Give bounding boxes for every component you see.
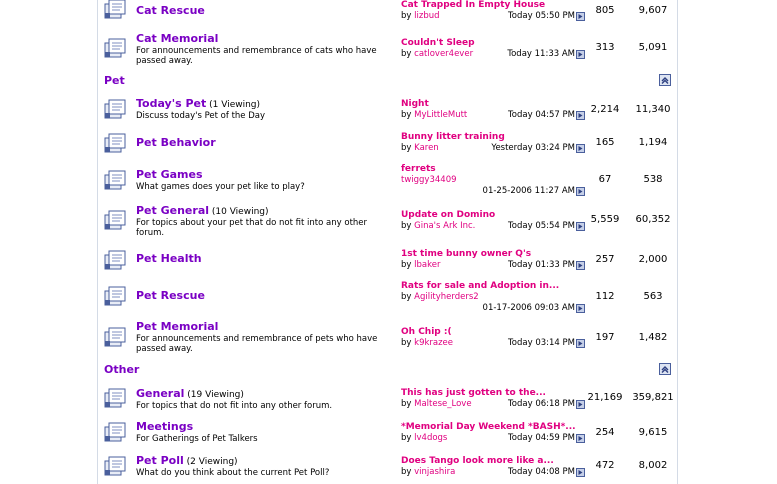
forum-row-cat-memorial xyxy=(98,32,677,68)
last-post-title[interactable]: ferrets xyxy=(401,164,436,174)
by-label: by xyxy=(401,338,412,348)
last-post-author[interactable]: Karen xyxy=(414,143,439,153)
viewing-count: (2 Viewing) xyxy=(186,457,238,467)
last-post-time: Today 04:57 PM xyxy=(508,110,575,120)
forum-description: For announcements and remembrance of cats who have passed away. xyxy=(136,46,377,66)
last-post-author[interactable]: lbaker xyxy=(414,260,441,270)
last-post-author[interactable]: MyLittleMutt xyxy=(414,110,468,120)
thread-count: 165 xyxy=(595,137,615,148)
forum-description: For announcements and remembrance of pets who have passed away. xyxy=(136,334,378,354)
forum-table xyxy=(97,0,678,484)
viewing-count: (1 Viewing) xyxy=(209,100,261,110)
post-count: 1,194 xyxy=(638,137,668,148)
last-post-author[interactable]: twiggy34409 xyxy=(401,175,457,185)
last-post-title[interactable]: Cat Trapped In Empty House xyxy=(401,0,546,10)
by-label: by xyxy=(401,143,412,153)
forum-icon xyxy=(103,455,127,477)
viewing-count: (10 Viewing) xyxy=(211,207,269,217)
forum-icon xyxy=(103,421,127,443)
last-post-author[interactable]: catlover4ever xyxy=(414,49,474,59)
go-to-last-post-icon[interactable] xyxy=(576,187,585,196)
last-post-time: Today 04:59 PM xyxy=(508,433,575,443)
forum-row-meetings xyxy=(98,419,677,447)
forum-title[interactable]: Pet General xyxy=(136,204,210,217)
thread-count: 805 xyxy=(595,5,615,16)
post-count: 2,000 xyxy=(638,254,668,265)
forum-row-pet-behavior xyxy=(98,130,677,158)
post-count: 8,002 xyxy=(638,460,668,471)
thread-count: 21,169 xyxy=(587,392,623,403)
forum-icon xyxy=(103,37,127,59)
last-post-author[interactable]: lv4dogs xyxy=(414,433,448,443)
post-count: 11,340 xyxy=(635,104,671,115)
last-post-title[interactable]: *Memorial Day Weekend *BASH*... xyxy=(401,422,576,432)
forum-row-general xyxy=(98,385,677,415)
last-post-time: 01-17-2006 09:03 AM xyxy=(482,303,575,313)
forum-title[interactable]: Pet Games xyxy=(136,168,203,181)
by-label: by xyxy=(401,11,412,21)
by-label: by xyxy=(401,292,412,302)
forum-title[interactable]: Today's Pet xyxy=(136,97,207,110)
post-count: 563 xyxy=(643,291,663,302)
thread-count: 254 xyxy=(595,427,615,438)
viewing-count: (19 Viewing) xyxy=(187,390,244,400)
last-post-title[interactable]: Oh Chip :( xyxy=(401,327,452,337)
forum-row-pet-memorial xyxy=(98,320,677,356)
forum-row-pet-general xyxy=(98,204,677,240)
forum-icon xyxy=(103,326,127,348)
forum-description: For Gatherings of Pet Talkers xyxy=(136,434,258,444)
forum-description: For topics about your pet that do not fit into any other forum. xyxy=(136,218,368,238)
thread-count: 257 xyxy=(595,254,615,265)
forum-icon xyxy=(103,285,127,307)
last-post-time: 01-25-2006 11:27 AM xyxy=(482,186,575,196)
forum-icon xyxy=(103,387,127,409)
forum-description: Discuss today's Pet of the Day xyxy=(136,111,266,121)
post-count: 1,482 xyxy=(638,332,668,343)
by-label: by xyxy=(401,49,412,59)
category-header-pet xyxy=(98,73,677,89)
last-post-time: Yesterday 03:24 PM xyxy=(491,143,575,153)
last-post-title[interactable]: Update on Domino xyxy=(401,210,496,220)
forum-row-pet-poll xyxy=(98,453,677,483)
forum-icon xyxy=(103,0,127,20)
forum-title[interactable]: Pet Rescue xyxy=(136,289,205,302)
last-post-author[interactable]: lizbud xyxy=(414,11,440,21)
last-post-time: Today 11:33 AM xyxy=(507,49,575,59)
thread-count: 197 xyxy=(595,332,615,343)
forum-icon xyxy=(103,249,127,271)
forum-title[interactable]: Pet Behavior xyxy=(136,136,216,149)
last-post-time: Today 01:33 PM xyxy=(508,260,575,270)
last-post-author[interactable]: vinjashira xyxy=(414,467,456,477)
thread-count: 5,559 xyxy=(590,214,620,225)
post-count: 60,352 xyxy=(635,214,671,225)
forum-description: What do you think about the current Pet Poll? xyxy=(136,468,330,478)
forum-row-pet-rescue xyxy=(98,280,677,314)
last-post-title[interactable]: 1st time bunny owner Q's xyxy=(401,249,532,259)
last-post-time: Today 05:50 PM xyxy=(508,11,575,21)
last-post-author[interactable]: Agilityherders2 xyxy=(414,292,479,302)
forum-row-todays-pet xyxy=(98,96,677,124)
forum-icon xyxy=(103,132,127,154)
forum-icon xyxy=(103,169,127,191)
last-post-title[interactable]: This has just gotten to the... xyxy=(401,388,546,398)
forum-description: For topics that do not fit into any other forum. xyxy=(136,401,333,411)
forum-title[interactable]: Meetings xyxy=(136,420,194,433)
forum-title[interactable]: Cat Rescue xyxy=(136,4,205,17)
forum-row-pet-games xyxy=(98,164,677,198)
category-title[interactable]: Pet xyxy=(104,74,125,87)
last-post-title[interactable]: Couldn't Sleep xyxy=(401,38,475,48)
last-post-title[interactable]: Night xyxy=(401,99,429,109)
last-post-time: Today 03:14 PM xyxy=(508,338,575,348)
by-label: by xyxy=(401,399,412,409)
last-post-title[interactable]: Bunny litter training xyxy=(401,132,505,142)
thread-count: 112 xyxy=(595,291,615,302)
forum-row-cat-rescue xyxy=(98,0,677,24)
forum-icon xyxy=(103,209,127,231)
collapse-icon[interactable] xyxy=(659,74,671,86)
post-count: 359,821 xyxy=(632,392,674,403)
forum-title[interactable]: Cat Memorial xyxy=(136,32,219,45)
category-title[interactable]: Other xyxy=(104,363,140,376)
category-header-other xyxy=(98,362,677,378)
by-label: by xyxy=(401,260,412,270)
last-post-author[interactable]: Gina's Ark Inc. xyxy=(414,221,476,231)
forum-title[interactable]: Pet Poll xyxy=(136,454,184,467)
forum-title[interactable]: Pet Health xyxy=(136,252,202,265)
by-label: by xyxy=(401,221,412,231)
thread-count: 313 xyxy=(595,42,615,53)
go-to-last-post-icon[interactable] xyxy=(576,304,585,313)
forum-icon xyxy=(103,98,127,120)
forum-description: What games does your pet like to play? xyxy=(136,182,305,192)
by-label: by xyxy=(401,110,412,120)
post-count: 9,607 xyxy=(638,5,668,16)
thread-count: 67 xyxy=(598,174,612,185)
thread-count: 472 xyxy=(595,460,615,471)
post-count: 9,615 xyxy=(638,427,668,438)
last-post-time: Today 05:54 PM xyxy=(508,221,575,231)
last-post-time: Today 04:08 PM xyxy=(508,467,575,477)
forum-title[interactable]: General xyxy=(136,387,185,400)
last-post-author[interactable]: Maltese_Love xyxy=(414,399,472,409)
post-count: 538 xyxy=(643,174,663,185)
thread-count: 2,214 xyxy=(590,104,620,115)
last-post-author[interactable]: k9krazee xyxy=(414,338,454,348)
forum-title[interactable]: Pet Memorial xyxy=(136,320,219,333)
by-label: by xyxy=(401,467,412,477)
last-post-time: Today 06:18 PM xyxy=(508,399,575,409)
by-label: by xyxy=(401,433,412,443)
last-post-title[interactable]: Rats for sale and Adoption in... xyxy=(401,281,560,291)
last-post-title[interactable]: Does Tango look more like a... xyxy=(401,456,554,466)
collapse-icon[interactable] xyxy=(659,363,671,375)
post-count: 5,091 xyxy=(638,42,668,53)
forum-row-pet-health xyxy=(98,246,677,274)
